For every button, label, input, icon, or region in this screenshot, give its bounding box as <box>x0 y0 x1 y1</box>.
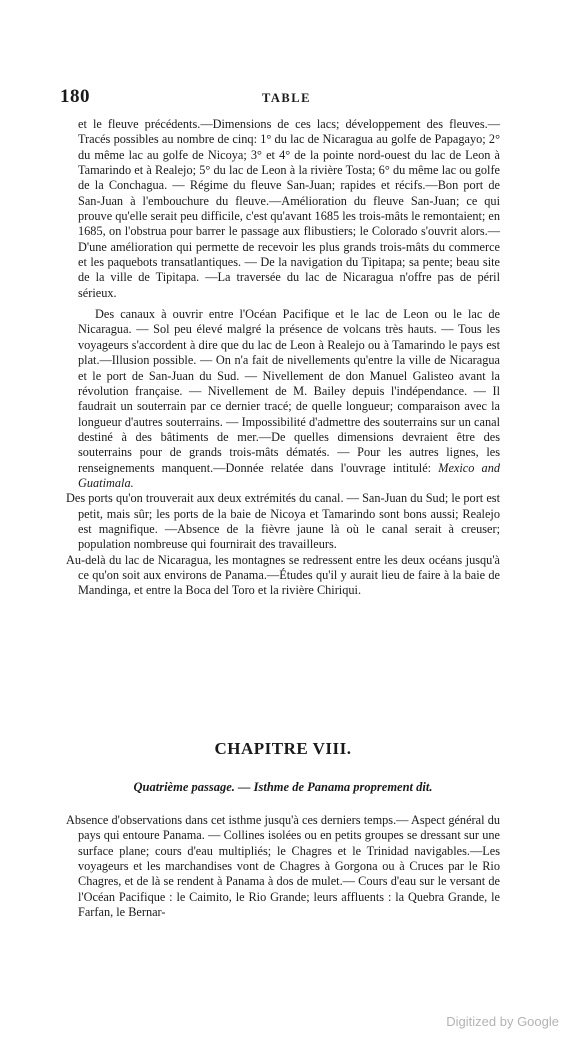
table-of-contents-text <box>66 117 500 599</box>
chapter-summary-text <box>66 813 500 920</box>
running-head: TABLE <box>262 91 311 105</box>
paragraph-2 <box>66 307 500 491</box>
paragraph-3: Des ports qu'on trouverait aux deux extrémités du canal. — San-Juan du Sud; le port est petit, mais sûr; les ports de la baie de Nicoya et Tamarindo sont bons aussi; Realejo est magnifique. —Absence de la fièvre jaune là où le canal serait à creuser; population nombreuse qui fournirait des travailleurs. <box>66 491 500 552</box>
page-number: 180 <box>60 86 90 107</box>
chapter-title: CHAPITRE VIII. <box>214 739 352 758</box>
paragraph-1: et le fleuve précédents.—Dimensions de ces lacs; développement des fleuves.—Tracés possibles au nombre de cinq: 1° du lac de Nicaragua au golfe de Papagayo; 2° du même lac au golfe de Nicoya; 3° et 4° de la pointe nord-ouest du lac de Leon à Tamarindo et à Realejo; 5° du lac de Leon à la rivière Tosta; 6° du même lac ou golfe de la Conchagua. — Régime du fleuve San-Juan; rapides et récifs.—Bon port de San-Juan à l'embouchure du fleuve.—Amélioration du fleuve San-Juan; ce qui prouve qu'elle serait peu difficile, c'est qu'avant 1685 les trois-mâts le remontaient; en 1685, on l'obstrua pour barrer le passage aux flibustiers; le Colorado s'ouvrit alors.—D'une amélioration qui permette de recevoir les plus grands trois-mâts du commerce et les paquebots transatlantiques. — De la navigation du Tipitapa; sa pente; beau site de la ville de Tipitapa. —La traversée du lac de Nicaragua n'offre pas de péril sérieux. <box>78 117 500 300</box>
chapter-subtitle: Quatrième passage. — Isthme de Panama proprement dit. <box>133 780 433 794</box>
paragraph-4: Au-delà du lac de Nicaragua, les montagnes se redressent entre les deux océans jusqu'à ce qu'on soit aux environs de Panama.—Études qu'il y aurait lieu de faire à la baie de Mandinga, et entre la Boca del Toro et la rivière Chiriqui. <box>66 552 500 598</box>
book-title: Mexico and Guatimala. <box>78 460 500 490</box>
paragraph-2-text: Des canaux à ouvrir entre l'Océan Pacifique et le lac de Leon ou le lac de Nicaragua. — Sol peu élevé malgré la présence de volcans très hauts. — Tous les voyageurs s'accordent à dire que du lac de Leon à Realejo ou à Tamarindo le pays est plat.—Illusion possible. — On n'a fait de nivellements qu'entre la ville de Nicaragua et le port de San-Juan du Sud. — Nivellement de don Manuel Galisteo avant la révolution française. — Nivellement de M. Bailey depuis l'indépendance. — Il faudrait un souterrain par ce dernier tracé; de quelle longueur; comparaison avec la longueur d'autres souterrains. — Impossibilité d'admettre des souterrains sur un canal destiné à des bâtiments de mer.—De quelles dimensions devraient être des souterrains pour de grands trois-mâts dématés. — Pour les autres lignes, les renseignements manquent.—Donnée relatée dans l'ouvrage intitulé: <box>78 307 500 475</box>
digitized-watermark: Digitized by Google <box>446 1014 559 1029</box>
paragraph-5: Absence d'observations dans cet isthme jusqu'à ces derniers temps.— Aspect général du pays qui entoure Panama. — Collines isolées ou en petits groupes se dressant sur une surface plane; cours d'eau multipliés; le Chagres et le Trinidad navigables.—Les voyageurs et les marchandises vont de Chagres à Gorgona ou à Cruces par le Rio Chagres, et de là se rendent à Panama à dos de mulet.— Cours d'eau sur le versant de l'Océan Pacifique : le Caimito, le Rio Grande; leurs affluents : la Quebra Grande, le Farfan, le Bernar- <box>66 813 500 920</box>
